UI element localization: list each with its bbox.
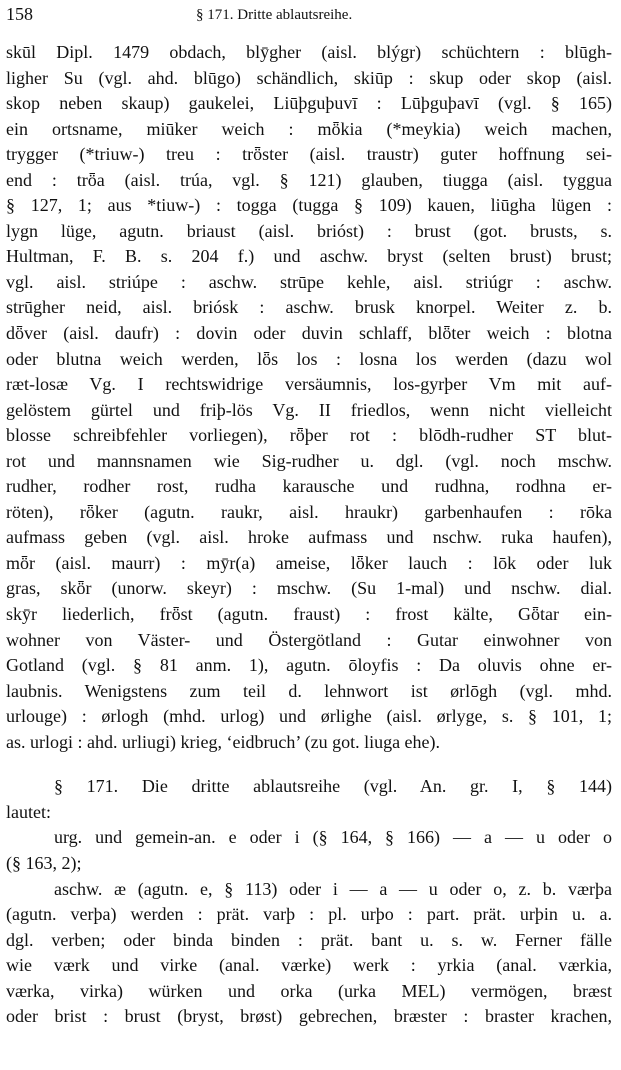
text-line: (agutn. verþa) werden : prät. varþ : pl. urþo : part. prät. urþin u. a.: [6, 904, 612, 925]
running-title: § 171. Dritte ablautsreihe.: [196, 7, 353, 23]
text-line: gras, skȫr (unorw. skeyr) : mschw. (Su 1-mal) und nschw. dial.: [6, 578, 612, 599]
page-number: 158: [6, 4, 33, 24]
continuation-paragraph: [6, 40, 612, 755]
text-line: lygn lüge, agutn. briaust (aisl. brióst) : brust (got. brusts, s.: [6, 220, 612, 241]
text-line: gelöstem gürtel und friþ-lös Vg. II friedlos, wenn nicht vielleicht: [6, 399, 612, 420]
text-line: skop neben skaup) gaukelei, Liūþguþuvī : Lūþguþavī (vgl. § 165): [6, 93, 612, 114]
text-line: oder brist : brust (bryst, brøst) gebrechen, bræster : braster krachen,: [6, 1006, 612, 1027]
text-line: mȫr (aisl. maurr) : mȳr(a) ameise, lȫker lauch : lōk oder luk: [6, 552, 612, 573]
text-line: (§ 163, 2);: [6, 852, 82, 873]
text-line: vgl. aisl. striúpe : aschw. strūpe kehle, aisl. striúgr : aschw.: [6, 271, 612, 292]
urg-formula: [6, 825, 612, 876]
text-line: oder blutna weich werden, lȫs los : losna los werden (dazu wol: [6, 348, 612, 369]
text-line: ræt-losæ Vg. I rechtswidrige versäumnis, los-gyrþer Vm mit auf-: [6, 374, 612, 395]
text-line: as. urlogi : ahd. urliugi) krieg, ‘eidbruch’ (zu got. liuga ehe).: [6, 731, 441, 752]
text-line: lautet:: [6, 801, 51, 822]
body-text: [6, 40, 612, 1030]
text-line: skūl Dipl. 1479 obdach, blȳgher (aisl. blýgr) schüchtern : blūgh-: [6, 42, 612, 62]
text-line: trygger (*triuw-) treu : trȫster (aisl. traustr) guter hoffnung sei-: [6, 144, 612, 165]
text-line: urlouge) : ørlogh (mhd. urlog) und ørlighe (aisl. ørlyge, s. § 101, 1;: [6, 706, 612, 727]
section-171-intro: [6, 774, 612, 825]
text-line: aschw. æ (agutn. e, § 113) oder i — a — u oder o, z. b. værþa: [54, 878, 612, 899]
text-line: skȳr liederlich, frȫst (agutn. fraust) : frost kälte, Gȫtar ein-: [6, 604, 612, 625]
aschw-paragraph: [6, 877, 612, 1030]
text-line: röten), rȫker (agutn. raukr, aisl. hraukr) garbenhaufen : rōka: [6, 501, 612, 522]
text-line: Hultman, F. B. s. 204 f.) und aschw. bryst (selten brust) brust;: [6, 246, 612, 267]
text-line: urg. und gemein-an. e oder i (§ 164, § 166) — a — u oder o: [54, 827, 612, 848]
text-line: ligher Su (vgl. ahd. blūgo) schändlich, skiūp : skup oder skop (aisl.: [6, 67, 612, 88]
text-line: Gotland (vgl. § 81 anm. 1), agutn. ōloyfis : Da oluvis ohne er-: [6, 655, 612, 676]
text-line: ein ortsname, miūker weich : mȫkia (*meykia) weich machen,: [6, 118, 612, 139]
text-line: wie værk und virke (anal. værke) werk : yrkia (anal. værkia,: [6, 955, 612, 976]
text-line: § 171. Die dritte ablautsreihe (vgl. An. gr. I, § 144): [54, 776, 612, 797]
text-line: blosse schreibfehler vorliegen), rȫþer rot : blōdh-rudher ST blut-: [6, 425, 612, 446]
paragraph-gap: [6, 755, 612, 774]
text-line: strūgher neid, aisl. briósk : aschw. brusk knorpel. Weiter z. b.: [6, 297, 612, 318]
text-line: dȫver (aisl. daufr) : dovin oder duvin schlaff, blȫter weich : blotna: [6, 323, 612, 344]
text-line: rot und mannsnamen wie Sig-rudher u. dgl. (vgl. noch mschw.: [6, 450, 612, 471]
text-line: § 127, 1; aus *tiuw-) : togga (tugga § 109) kauen, liūgha lügen :: [6, 195, 612, 216]
page-header: [6, 4, 615, 30]
text-line: laubnis. Wenigstens zum teil d. lehnwort ist ørlōgh (vgl. mhd.: [6, 680, 612, 701]
text-line: værka, virka) würken und orka (urka MEL) vermögen, bræst: [6, 980, 612, 1001]
text-line: wohner von Väster- und Östergötland : Gutar einwohner von: [6, 629, 612, 650]
text-line: end : trȫa (aisl. trúa, vgl. § 121) glauben, tiugga (aisl. tyggua: [6, 169, 612, 190]
text-line: rudher, rodher rost, rudha karausche und rudhna, rodhna er-: [6, 476, 612, 497]
text-line: aufmass geben (vgl. aisl. hroke aufmass und nschw. ruka haufen),: [6, 527, 612, 548]
text-line: dgl. verben; oder binda binden : prät. bant u. s. w. Ferner fälle: [6, 929, 612, 950]
